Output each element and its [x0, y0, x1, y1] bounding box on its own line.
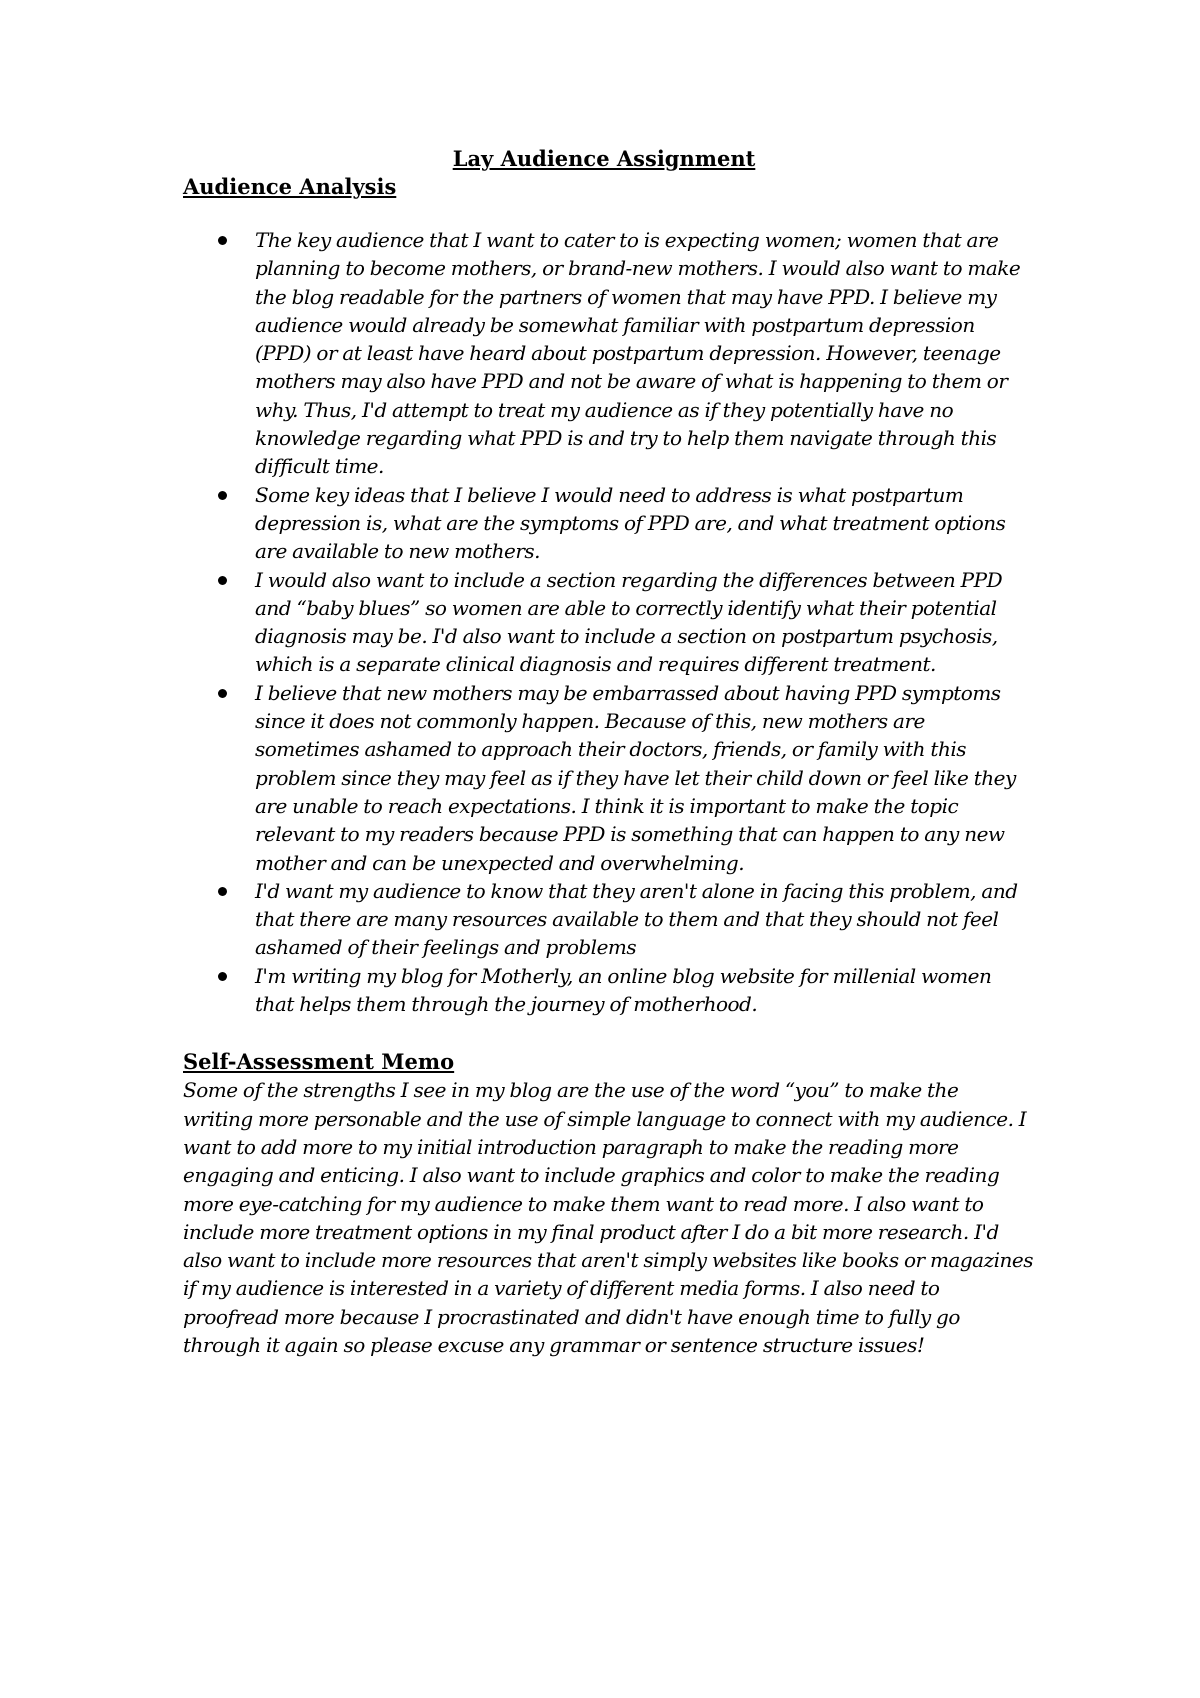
list-item — [183, 226, 1033, 481]
bullet-icon — [218, 972, 227, 981]
audience-analysis-list — [183, 226, 1033, 1018]
list-item — [183, 877, 1033, 962]
list-item — [183, 962, 1033, 1019]
list-item-text: Some key ideas that I believe I would need to address is what postpartum depression is, what are the symptoms of PPD are, and what treatment options are available to new mothers. — [255, 482, 1006, 564]
bullet-icon — [218, 236, 227, 245]
list-item — [183, 566, 1033, 679]
bullet-icon — [218, 689, 227, 698]
document-page — [183, 145, 1033, 1359]
audience-analysis-heading: Audience Analysis — [183, 174, 397, 199]
list-item — [183, 679, 1033, 877]
self-assessment-heading: Self-Assessment Memo — [183, 1049, 455, 1075]
bullet-icon — [218, 887, 227, 896]
list-item-text: I would also want to include a section regarding the differences between PPD and “baby blues” so women are able to correctly identify what their potential diagnosis may be. I'd also want to include a section on postpartum psychosis, which is a separate clinical diagnosis and requires different treatment. — [255, 567, 1003, 677]
bullet-icon — [218, 576, 227, 585]
list-item — [183, 481, 1033, 566]
bullet-icon — [218, 491, 227, 500]
document-title: Lay Audience Assignment — [452, 146, 756, 171]
list-item-text: I'd want my audience to know that they aren't alone in facing this problem, and that there are many resources available to them and that they should not feel ashamed of their feelings and problems — [255, 878, 1018, 960]
list-item-text: I'm writing my blog for Motherly, an online blog website for millenial women that helps them through the journey of motherhood. — [255, 963, 992, 1017]
list-item-text: I believe that new mothers may be embarrassed about having PPD symptoms since it does not commonly happen. Because of this, new mothers are sometimes ashamed to approach their doctors, friends, or family with this problem since they may feel as if they have let their child down or feel like they are unable to reach expectations. I think it is important to make the topic relevant to my readers because PPD is something that can happen to any new mother and can be unexpected and overwhelming. — [255, 680, 1016, 875]
list-item-text: The key audience that I want to cater to is expecting women; women that are planning to become mothers, or brand-new mothers. I would also want to make the blog readable for the partners of women that may have PPD. I believe my audience would already be somewhat familiar with postpartum depression (PPD) or at least have heard about postpartum depression. However, teenage mothers may also have PPD and not be aware of what is happening to them or why. Thus, I'd attempt to treat my audience as if they potentially have no knowledge regarding what PPD is and try to help them navigate through this difficult time. — [255, 228, 1021, 479]
self-assessment-body: Some of the strengths I see in my blog are the use of the word “you” to make the writing more personable and the use of simple language to connect with my audience. I want to add more to my initial introduction paragraph to make the reading more engaging and enticing. I also want to include graphics and color to make the reading more eye-catching for my audience to make them want to read more. I also want to include more treatment options in my final product after I do a bit more research. I'd also want to include more resources that aren't simply websites like books or magazines if my audience is interested in a variety of different media forms. I also need to proofread more because I procrastinated and didn't have enough time to fully go through it again so please excuse any grammar or sentence structure issues! — [183, 1078, 1033, 1357]
